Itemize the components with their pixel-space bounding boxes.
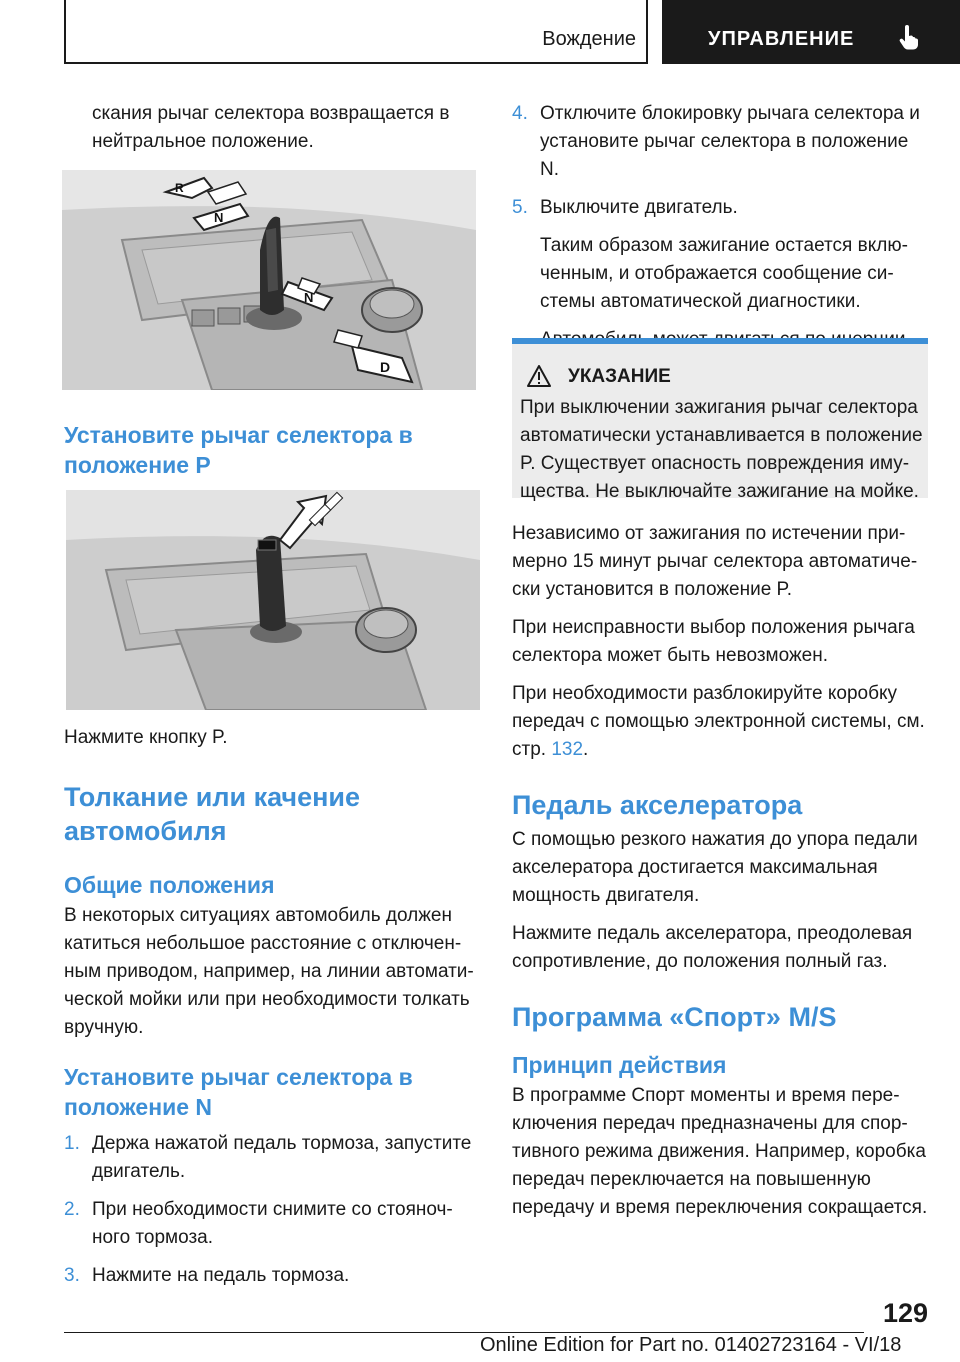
list-item-text: Нажмите на педаль тормоза. (92, 1265, 350, 1286)
heading-general: Общие положения (64, 872, 275, 898)
list-item-text: При необходимости снимите со стояночного тормоза. (92, 1199, 453, 1248)
principle-text: В программе Спорт моменты и время переключения передач предназначены для спортивного режима движения. Например, коробка передач переключается на повышенную передачу и время переключения сокращается. (512, 1085, 928, 1218)
fig1-label-n-lower: N (304, 290, 314, 305)
hand-pointer-icon (898, 25, 920, 56)
list-item (64, 1196, 480, 1252)
para-unlock (512, 680, 928, 764)
heading-set-selector-p: Установите рычаг селектора в положение P (64, 422, 413, 478)
list-item-text: Выключите двигатель. (540, 197, 738, 218)
para-unlock-text: При необходимости разблокируйте коробку передач с помощью электронной системы, см. стр. (512, 683, 925, 760)
heading-principle: Принцип действия (512, 1052, 727, 1078)
list-item-number: 5. (512, 197, 528, 218)
left-block-lower (64, 724, 480, 1300)
list-item-text: Отключите блокировку рычага селектора и установите рычаг селектора в положение N. (540, 103, 920, 180)
list-item (512, 100, 928, 184)
right-column-bottom (512, 520, 928, 1232)
step5-subtext-1: Таким образом зажигание остается включенным, и отображается сообщение системы автоматической диагностики. (540, 235, 908, 312)
heading-accelerator: Педаль акселератора (512, 790, 803, 820)
fig1-label-n-upper: N (214, 210, 224, 225)
list-item (64, 1262, 480, 1290)
accel-text-2: Нажмите педаль акселератора, преодолевая сопротивление, до положения полный газ. (512, 923, 913, 972)
page-number: 129 (882, 1298, 928, 1328)
list-item-number: 4. (512, 103, 528, 124)
left-column (64, 100, 480, 156)
warning-accent-bar (512, 338, 928, 344)
header-chapter-title: УПРАВЛЕНИЕ (708, 28, 855, 50)
fig1-label-r: R (175, 181, 184, 195)
press-p-text: Нажмите кнопку P. (64, 727, 228, 748)
para-auto-p: Независимо от зажигания по истечении примерно 15 минут рычаг селектора автоматически установится в положение P. (512, 523, 918, 600)
header-section-title: Вождение (542, 28, 636, 50)
heading-set-selector-n: Установите рычаг селектора в положение N (64, 1064, 413, 1120)
header-chapter-tab (662, 0, 960, 64)
accel-text-1: С помощью резкого нажатия до упора педали акселератора достигается максимальная мощность двигателя. (512, 829, 918, 906)
list-item-number: 2. (64, 1199, 80, 1220)
list-item-number: 1. (64, 1133, 80, 1154)
warning-title: УКАЗАНИЕ (568, 366, 671, 387)
intro-text: скания рычаг селектора возвращается в нейтральное положение. (92, 103, 450, 152)
fig1-label-d: D (380, 359, 391, 375)
list-item (512, 194, 928, 222)
para-unlock-end: . (583, 739, 589, 760)
warning-text: При выключении зажигания рычаг селектора автоматически устанавливается в положение P. Существует опасность повреждения имущества. Не выключайте зажигание на мойке. (520, 397, 923, 502)
general-text: В некоторых ситуациях автомобиль должен катиться небольшое расстояние с отключенным приводом, например, на линии автоматической мойки или при необходимости толкать вручную. (64, 905, 474, 1038)
para-malfunction: При неисправности выбор положения рычага селектора может быть невозможен. (512, 617, 915, 666)
heading-sport-program: Программа «Спорт» M/S (512, 1002, 837, 1032)
footer-divider (64, 1332, 864, 1333)
footer-edition: Online Edition for Part no. 01402723164 - VI/18 (480, 1334, 902, 1356)
header-section-box (64, 0, 648, 64)
page-link[interactable]: 132 (551, 739, 584, 760)
heading-push-roll: Толкание или качение автомобиля (64, 782, 361, 846)
warning-triangle-icon (526, 364, 552, 393)
left-block-set-p (64, 420, 480, 480)
list-item (64, 1130, 480, 1186)
right-column-top (512, 100, 928, 364)
figure-selector-lever-positions (62, 170, 476, 390)
figure-p-button (66, 490, 480, 710)
warning-box (512, 338, 928, 502)
list-item-text: Держа нажатой педаль тормоза, запустите двигатель. (92, 1133, 472, 1182)
list-item-number: 3. (64, 1265, 80, 1286)
